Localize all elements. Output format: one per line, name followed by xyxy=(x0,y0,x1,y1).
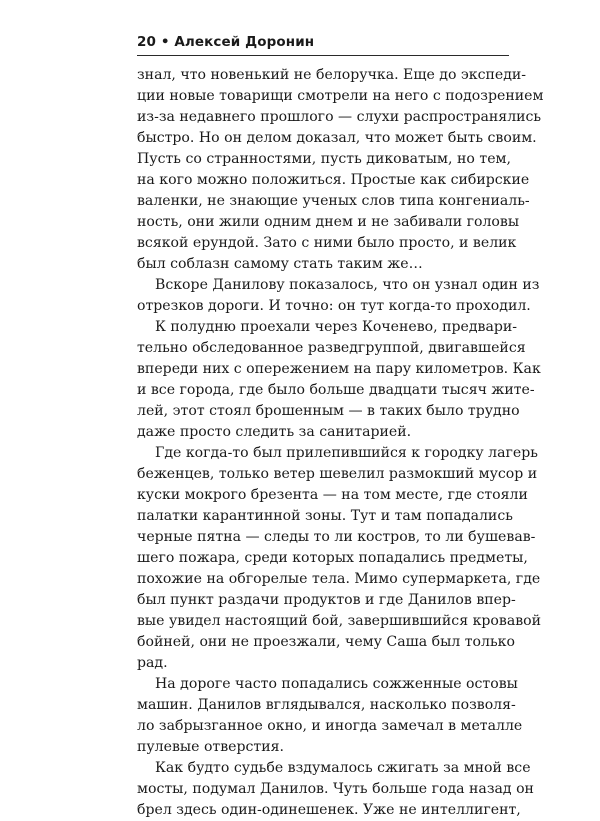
text-line: пулевые отверстия. xyxy=(137,739,284,755)
text-line: палатки карантинной зоны. Тут и там попадались xyxy=(137,508,513,524)
text-line: похожие на обгорелые тела. Мимо супермаркета, где xyxy=(137,571,541,587)
text-line: ции новые товарищи смотрели на него с подозрением xyxy=(137,88,544,104)
body-text xyxy=(137,65,544,821)
text-line: беженцев, только ветер шевелил размокший мусор и xyxy=(137,466,538,482)
text-line: рад. xyxy=(137,655,168,671)
page-number: 20 xyxy=(137,34,156,50)
text-line: Вскоре Данилову показалось, что он узнал один из xyxy=(155,277,540,293)
text-line: ность, они жили одним днем и не забивали головы xyxy=(137,214,520,230)
text-line: был пункт раздачи продуктов и где Данилов впер- xyxy=(137,592,516,608)
text-line: черные пятна — следы то ли костров, то ли бушевав- xyxy=(137,529,536,545)
text-line: отрезков дороги. И точно: он тут когда-то проходил. xyxy=(137,298,531,314)
text-line: лей, этот стоял брошенным — в таких было трудно xyxy=(137,403,520,419)
text-line: ло забрызганное окно, и иногда замечал в металле xyxy=(137,718,523,734)
text-line: быстро. Но он делом доказал, что может быть своим. xyxy=(137,130,537,146)
text-line: даже просто следить за санитарией. xyxy=(137,424,412,440)
text-line: и все города, где было больше двадцати тысяч жите- xyxy=(137,382,535,398)
text-line: Где когда-то был прилепившийся к городку лагерь xyxy=(155,445,538,461)
text-line: Пусть со странностями, пусть диковатым, но тем, xyxy=(137,151,511,167)
text-line: шего пожара, среди которых попадались предметы, xyxy=(137,550,528,566)
text-line: брел здесь один-одинешенек. Уже не интеллигент, xyxy=(137,802,521,818)
text-line: куски мокрого брезента — на том месте, где стояли xyxy=(137,487,528,503)
text-line: был соблазн самому стать таким же… xyxy=(137,256,423,272)
text-line: На дороге часто попадались сожженные остовы xyxy=(155,676,518,692)
text-line: вые увидел настоящий бой, завершившийся кровавой xyxy=(137,613,542,629)
text-line: мосты, подумал Данилов. Чуть больше года назад он xyxy=(137,781,534,797)
running-head xyxy=(137,34,314,50)
text-line: бойней, они не проезжали, чему Саша был только xyxy=(137,634,515,650)
header-rule xyxy=(137,55,509,56)
text-line: всякой ерундой. Зато с ними было просто, и велик xyxy=(137,235,517,251)
text-line: Как будто судьбе вздумалось сжигать за мной все xyxy=(155,760,531,776)
text-line: впереди них с опережением на пару километров. Как xyxy=(137,361,541,377)
text-line: на кого можно положиться. Простые как сибирские xyxy=(137,172,530,188)
text-line: из-за недавнего прошлого — слухи распространялись xyxy=(137,109,542,125)
header-bullet: • xyxy=(160,34,170,50)
text-line: машин. Данилов вглядывался, насколько позволя- xyxy=(137,697,516,713)
text-line: знал, что новенький не белоручка. Еще до экспеди- xyxy=(137,67,527,83)
text-line: валенки, не знающие ученых слов типа конгениаль- xyxy=(137,193,530,209)
author-name: Алексей Доронин xyxy=(174,34,315,50)
text-line: тельно обследованное разведгруппой, двигавшейся xyxy=(137,340,526,356)
text-line: К полудню проехали через Коченево, предвари- xyxy=(155,319,518,335)
